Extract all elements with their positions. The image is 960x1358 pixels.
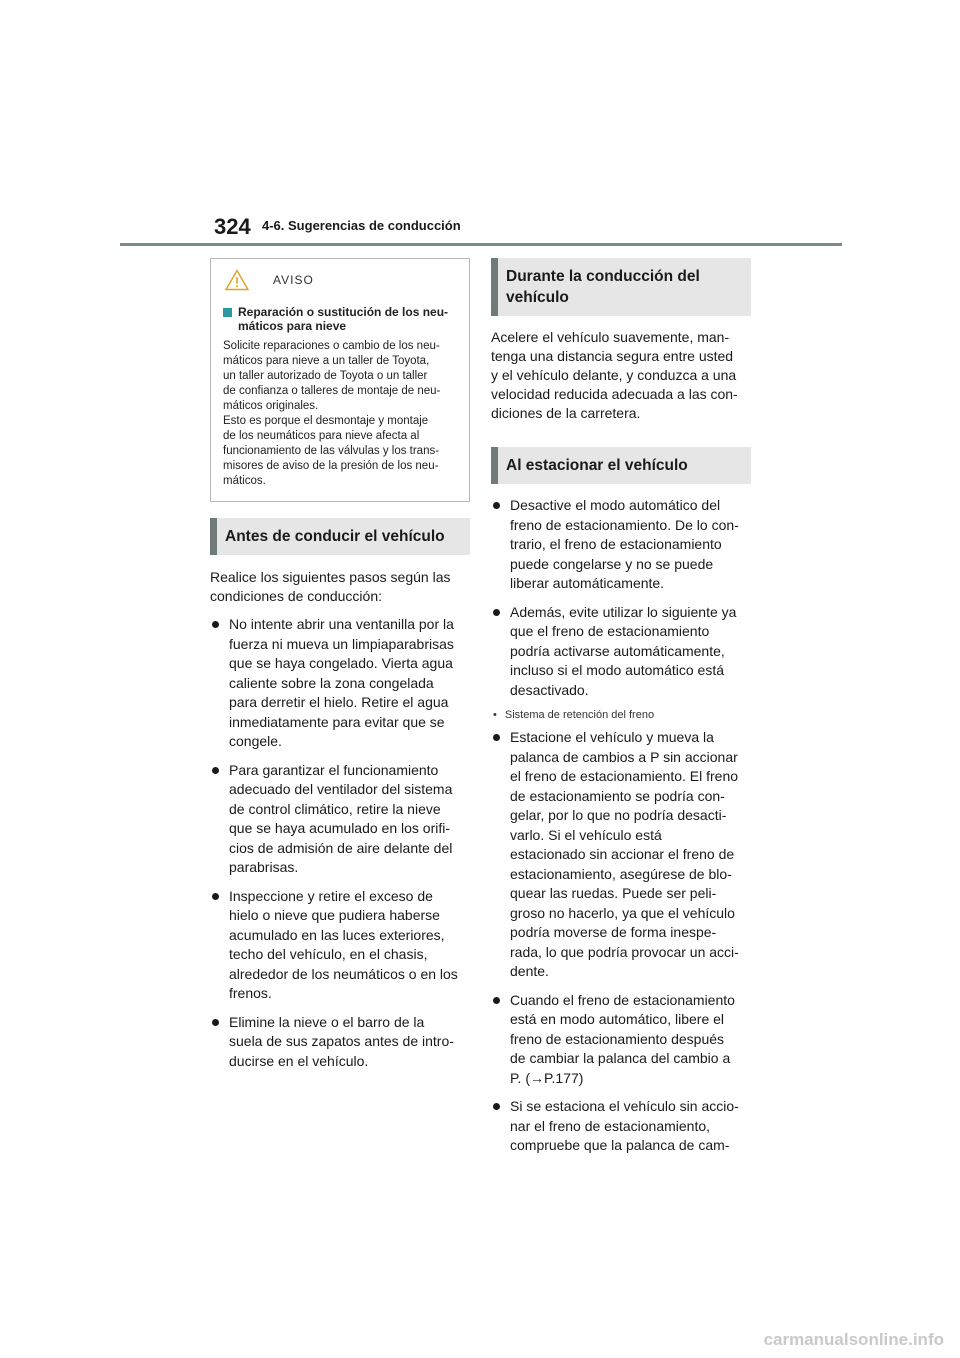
- list-item: Para garantizar el funcionamiento adecuado del ventilador del sistema de control climático, retire la nieve que se haya acumulado en los orifi- cios de admisión de aire delante del parabrisas.: [210, 761, 470, 878]
- bullet-dot-icon: [493, 997, 500, 1004]
- warning-label: AVISO: [273, 272, 314, 287]
- warning-subtitle: Reparación o sustitución de los neu- máticos para nieve: [238, 305, 449, 333]
- left-column: [210, 258, 470, 1071]
- warning-triangle-icon: [225, 269, 249, 291]
- page-number: 324: [214, 214, 251, 239]
- header-divider: [120, 243, 842, 246]
- list-item: Elimine la nieve o el barro de la suela de sus zapatos antes de intro- ducirse en el vehículo.: [210, 1013, 470, 1072]
- small-bullet-icon: •: [493, 709, 497, 721]
- bullet-dot-icon: [493, 1103, 500, 1110]
- list-item: Desactive el modo automático del freno de estacionamiento. De lo con- trario, el freno de estacionamiento puede congelarse y no se puede liberar automáticamente.: [491, 496, 751, 594]
- driving-paragraph: Acelere el vehículo suavemente, man- tenga una distancia segura entre usted y el vehículo delante, y conduzca a una velocidad reducida adecuada a las con- diciones de la carretera.: [491, 329, 738, 421]
- bullet-dot-icon: [493, 502, 500, 509]
- bullet-dot-icon: [493, 734, 500, 741]
- section-title: 4-6. Sugerencias de conducción: [262, 218, 461, 233]
- warning-box: [210, 258, 470, 502]
- warning-text: Solicite reparaciones o cambio de los neu- máticos para nieve a un taller de Toyota, un taller autorizado de Toyota o un taller de confianza o talleres de montaje de neu- máticos originales. Esto es porque el desmontaje y montaje de los neumáticos para nieve afecta al funcionamiento de las válvulas y los trans- misores de aviso de la presión de los neu- máticos.: [223, 340, 441, 487]
- bullet-dot-icon: [212, 767, 219, 774]
- bullet-dot-icon: [493, 609, 500, 616]
- list-item: Además, evite utilizar lo siguiente ya que el freno de estacionamiento podría activarse automáticamente, incluso si el modo automático está desactivado.: [491, 603, 751, 701]
- bullet-dot-icon: [212, 1019, 219, 1026]
- heading-durante-la-conduccion: Durante la conducción del vehículo: [491, 258, 751, 316]
- watermark: carmanualsonline.info: [763, 1330, 944, 1349]
- square-bullet-icon: [223, 308, 232, 317]
- bullet-dot-icon: [212, 893, 219, 900]
- intro-paragraph: Realice los siguientes pasos según las condiciones de conducción:: [210, 569, 451, 604]
- sub-list-item: • Sistema de retención del freno: [493, 709, 655, 721]
- bullet-dot-icon: [212, 621, 219, 628]
- list-item: Estacione el vehículo y mueva la palanca de cambios a P sin accionar el freno de estacionamiento. El freno de estacionamiento se podría con- gelar, por lo que no podría desacti- varlo. Si el vehículo está estacionado sin accionar el freno de estacionamiento, asegúrese de blo- quear las ruedas. Puede ser peli- groso no hacerlo, ya que el vehículo podría moverse de forma inespe- rada, lo que podría provocar un acci- dente.: [491, 728, 751, 982]
- list-item: Inspeccione y retire el exceso de hielo o nieve que pudiera haberse acumulado en las luces exteriores, techo del vehículo, en el chasis, alrededor de los neumáticos o en los frenos.: [210, 887, 470, 1004]
- list-item: Si se estaciona el vehículo sin accio- nar el freno de estacionamiento, compruebe que la palanca de cam-: [491, 1097, 751, 1156]
- heading-al-estacionar: Al estacionar el vehículo: [491, 447, 751, 484]
- list-item: No intente abrir una ventanilla por la fuerza ni mueva un limpiaparabrisas que se haya congelado. Vierta agua caliente sobre la zona congelada para derretir el hielo. Retire el agua inmediatamente para evitar que se congele.: [210, 615, 470, 752]
- right-column: [491, 258, 751, 1156]
- list-item: Cuando el freno de estacionamiento está en modo automático, libere el freno de estacionamiento después de cambiar la palanca del cambio a P. (→P.177): [491, 991, 751, 1089]
- heading-antes-de-conducir: Antes de conducir el vehículo: [210, 518, 470, 555]
